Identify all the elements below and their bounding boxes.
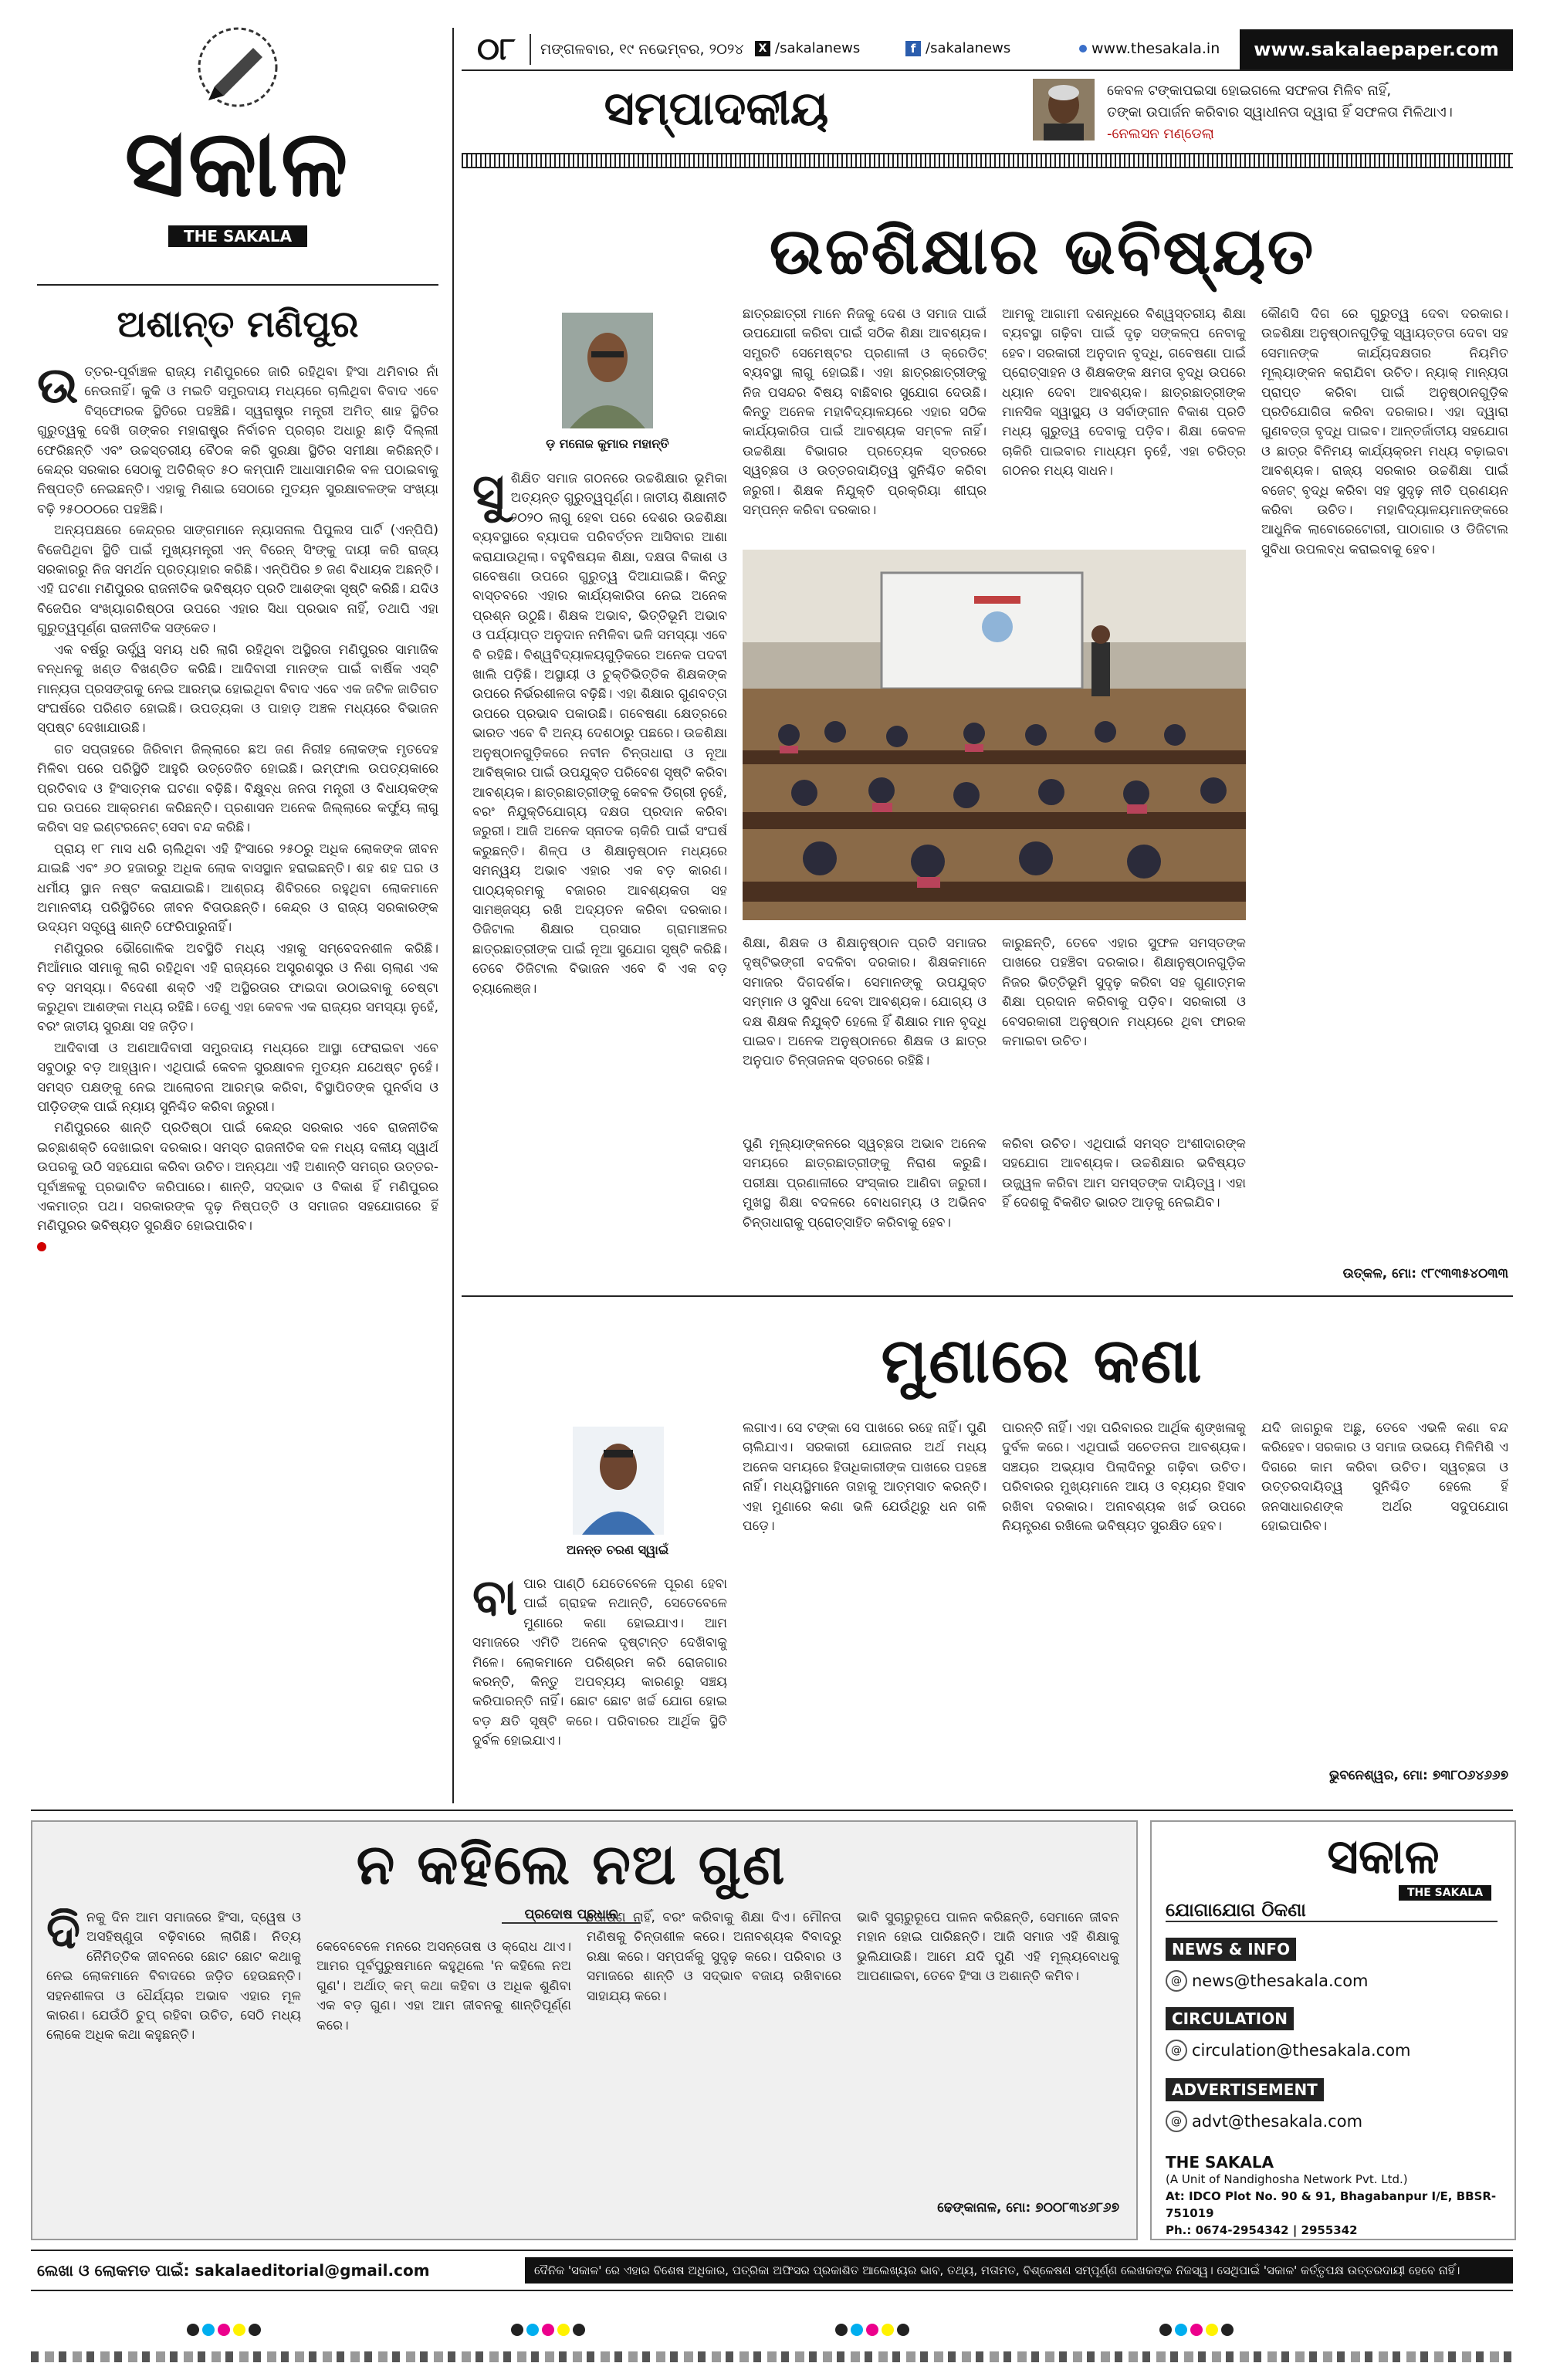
article3-dropcap: ଦି [46,1908,81,1960]
article3-footer: ଢେଙ୍କାନାଳ, ମୋ: ୭୦୦୮୩୪୬୮୬୭ [937,2200,1119,2216]
page-number: ୦୮ [477,32,516,67]
masthead [37,25,438,272]
article1-footer: ଉତ୍କଳ, ମୋ: ୯୮୯୩୩୫୪୦୩୩ [1342,1266,1508,1281]
editorial-body [37,363,438,1860]
quote-line-1: କେବଳ ଟଙ୍କାପଇସା ହୋଇଗଲେ ସଫଳତା ମିଳିବ ନାହିଁ, [1107,83,1392,99]
quote-portrait [1033,79,1095,140]
section-banner [462,74,1513,148]
registration-marks [185,2316,1420,2347]
article1-author: ଡ଼ ମନୋଜ କୁମାର ମହାନ୍ତି [546,436,669,451]
article1-bottom-col-1: ଶିକ୍ଷା, ଶିକ୍ଷକ ଓ ଶିକ୍ଷାନୁଷ୍ଠାନ ପ୍ରତି ସମାଜର ଦୃଷ୍ଟିଭଙ୍ଗୀ ବଦଳିବା ଦରକାର। ଶିକ୍ଷକମାନେ ସମାଜର ଦିଗଦର୍ଶକ। ସେମାନଙ୍କୁ ଉପଯୁକ୍ତ ସମ୍ମାନ ଓ ସୁବିଧା ଦେବା ଆବଶ୍ୟକ। ଯୋଗ୍ୟ ଓ ଦକ୍ଷ ଶିକ୍ଷକ ନିଯୁକ୍ତି ହେଲେ ହିଁ ଶିକ୍ଷାର ମାନ ବୃଦ୍ଧି ପାଇବ। ଅନେକ ଅନୁଷ୍ଠାନରେ ଶିକ୍ଷକ ଓ ଛାତ୍ର ଅନୁପାତ ଚିନ୍ତାଜନକ ସ୍ତରରେ ରହିଛି। [743,936,987,1069]
org-line-3: Ph.: 0674-2954342 | 2955342 [1166,2223,1358,2237]
article1-classroom-photo [743,550,1246,920]
article2-title: ମୁଣାରେ କଣା [881,1324,1203,1397]
masthead-logo-en: THE SAKALA [168,225,307,247]
editorial-paragraph: ଏକ ବର୍ଷରୁ ଊର୍ଦ୍ଧ୍ୱ ସମୟ ଧରି ଲାଗି ରହିଥିବା ଅସ୍ଥିରତା ମଣିପୁରର ସାମାଜିକ ବନ୍ଧନକୁ ଖଣ୍ଡ ବିଖଣ୍ଡିତ କରିଛି। ଆଦିବାସୀ ମାନଙ୍କ ପାଇଁ ବାର୍ଷିକ ଏସ୍‌ଟି ମାନ୍ୟତା ପ୍ରସଙ୍ଗକୁ ନେଇ ଆରମ୍ଭ ହୋଇଥିବା ବିବାଦ ଏବେ ଏକ ଜଟିଳ ଜାତିଗତ ସଂଘର୍ଷରେ ପରିଣତ ହୋଇଛି। ଉପତ୍ୟକା ଓ ପାହାଡ଼ ଅଞ୍ଚଳ ମଧ୍ୟରେ ବିଭାଜନ ସ୍ପଷ୍ଟ ଦେଖାଯାଉଛି। [37,642,438,736]
editorial-paragraph: ଆଦିବାସୀ ଓ ଅଣଆଦିବାସୀ ସମ୍ପ୍ରଦାୟ ମଧ୍ୟରେ ଆସ୍ଥା ଫେରାଇବା ଏବେ ସବୁଠାରୁ ବଡ଼ ଆହ୍ୱାନ। ଏଥିପାଇଁ କେବଳ ସୁରକ୍ଷାବଳ ମୁତୟନ ଯଥେଷ୍ଟ ନୁହେଁ। ସମସ୍ତ ପକ୍ଷଙ୍କୁ ନେଇ ଆଲୋଚନା ଆରମ୍ଭ କରିବା, ବିସ୍ଥାପିତଙ୍କ ପୁନର୍ବାସ ଓ ପୀଡ଼ିତଙ୍କ ପାଇଁ ନ୍ୟାୟ ସୁନିଶ୍ଚିତ କରିବା ଜରୁରୀ। [37,1040,438,1116]
section-title: ସମ୍ପାଦକୀୟ [604,82,829,136]
article1-bottom-col-2: କାରୁଛନ୍ତି, ତେବେ ଏହାର ସୁଫଳ ସମସ୍ତଙ୍କ ପାଖରେ ପହଞ୍ଚିବା ଦରକାର। ଶିକ୍ଷାନୁଷ୍ଠାନଗୁଡ଼ିକ ନିଜର ଭିତ୍ତିଭୂମି ସୁଦୃଢ଼ କରିବା ସହ ଗୁଣାତ୍ମକ ଶିକ୍ଷା ପ୍ରଦାନ କରିବାକୁ ପଡ଼ିବ। ସରକାରୀ ଓ ବେସରକାରୀ ଅନୁଷ୍ଠାନ ମଧ୍ୟରେ ଥିବା ଫାରକ କମାଇବା ଉଚିତ। [1002,936,1246,1050]
circulation-label: CIRCULATION [1166,2007,1294,2030]
article2-author-photo [573,1427,664,1535]
quote-line-2: ତଙ୍କା ଉପାର୍ଜନ କରିବାର ସ୍ୱାଧୀନତା ଦ୍ୱାରା ହିଁ ସଫଳତା ମିଳିଥାଏ। [1107,104,1453,120]
news-label: NEWS & INFO [1166,1938,1296,1961]
editorial-dropcap: ଉ [37,363,79,415]
circulation-email-link[interactable]: @ circulation@thesakala.com [1166,2040,1411,2061]
pen-icon [191,25,284,110]
end-dot [37,1242,46,1251]
advertisement-email-link[interactable]: @ advt@thesakala.com [1166,2111,1362,2132]
org-line-1: (A Unit of Nandighosha Network Pvt. Ltd.) [1166,2172,1408,2186]
x-icon: X [755,41,770,56]
epaper-link[interactable]: www.sakalaepaper.com [1240,29,1513,69]
news-email-link[interactable]: @ news@thesakala.com [1166,1970,1369,1992]
article3-col-2: କେବେବେଳେ ମନରେ ଅସନ୍ତୋଷ ଓ କ୍ରୋଧ ଥାଏ। ଆମର ପୂର୍ବପୁରୁଷମାନେ କହୁଥିଲେ 'ନ କହିଲେ ନଅ ଗୁଣ'। ଅର୍ଥାତ୍ କମ୍ କଥା କହିବା ଓ ଅଧିକ ଶୁଣିବା ଏକ ବଡ଼ ଗୁଣ। ଏହା ଆମ ଜୀବନକୁ ଶାନ୍ତିପୂର୍ଣ୍ଣ କରେ। [316,1939,571,2033]
date-line: ମଙ୍ଗଳବାର, ୧୯ ନଭେମ୍ବର, ୨୦୨୪ [540,41,744,58]
top-header-strip [462,29,1513,69]
facebook-icon: f [905,41,921,56]
article1-col-4: କୌଣସି ଦିଗ ରେ ଗୁରୁତ୍ୱ ଦେବା ଦରକାର। ଉଚ୍ଚଶିକ୍ଷା ଅନୁଷ୍ଠାନଗୁଡ଼ିକୁ ସ୍ୱାୟତ୍ତତା ଦେବା ସହ ସେମାନଙ୍କ କାର୍ଯ୍ୟଦକ୍ଷତାର ନିୟମିତ ମୂଲ୍ୟାଙ୍କନ କରାଯିବା ଉଚିତ। ନ୍ୟାକ୍ ମାନ୍ୟତା ପ୍ରାପ୍ତ କରିବା ପାଇଁ ଅନୁଷ୍ଠାନଗୁଡ଼ିକ ପ୍ରତିଯୋଗିତା କରିବା ଦରକାର। ଏହା ଦ୍ୱାରା ଗୁଣବତ୍ତା ବୃଦ୍ଧି ପାଇବ। ଆନ୍ତର୍ଜାତୀୟ ସହଯୋଗ ଓ ଛାତ୍ର ବିନିମୟ କାର୍ଯ୍ୟକ୍ରମ ମଧ୍ୟ ବଢ଼ାଇବା ଆବଶ୍ୟକ। ରାଜ୍ୟ ସରକାର ଉଚ୍ଚଶିକ୍ଷା ପାଇଁ ବଜେଟ୍ ବୃଦ୍ଧି କରିବା ସହ ସୁଦୃଢ଼ ନୀତି ପ୍ରଣୟନ କରିବା ଉଚିତ। ମହାବିଦ୍ୟାଳୟମାନଙ୍କରେ ଆଧୁନିକ ଲାବୋରେଟୋରୀ, ପାଠାଗାର ଓ ଡିଜିଟାଲ ସୁବିଧା ଉପଲବ୍ଧ କରାଇବାକୁ ହେବ। [1261,306,1508,557]
tick-rule [462,153,1513,168]
article1-bottom-col-3: ପୁଣି ମୂଲ୍ୟାଙ୍କନରେ ସ୍ୱଚ୍ଛତା ଅଭାବ ଅନେକ ସମୟରେ ଛାତ୍ରଛାତ୍ରୀଙ୍କୁ ନିରାଶ କରୁଛି। ପରୀକ୍ଷା ପ୍ରଣାଳୀରେ ସଂସ୍କାର ଆଣିବା ଜରୁରୀ। ମୁଖସ୍ଥ ଶିକ୍ଷା ବଦଳରେ ବୋଧଗମ୍ୟ ଓ ଅଭିନବ ଚିନ୍ତାଧାରାକୁ ପ୍ରୋତ୍ସାହିତ କରିବାକୁ ହେବ। [743,1136,987,1231]
footer-left: ଲେଖା ଓ ଲୋକମତ ପାଇଁ: sakalaeditorial@gmail.com [37,2261,430,2280]
article3-title: ନ କହିଲେ ନଅ ଗୁଣ [356,1831,787,1897]
article3-col-4: ଭାବି ସୁଚାରୁରୂପେ ପାଳନ କରିଛନ୍ତି, ସେମାନେ ଜୀବନ ମହାନ ହୋଇ ପାରିଛନ୍ତି। ଆଜି ସମାଜ ଏହି ଶିକ୍ଷାକୁ ଭୁଲିଯାଉଛି। ଆମେ ଯଦି ପୁଣି ଏହି ମୂଲ୍ୟବୋଧକୁ ଆପଣାଇବା, ତେବେ ହିଂସା ଓ ଅଶାନ୍ତି କମିବ। [857,1910,1119,1985]
email-icon: @ [1166,2111,1187,2132]
article2-col-2: ଲଗାଏ। ସେ ଟଙ୍କା ସେ ପାଖରେ ରହେ ନାହିଁ। ପୁଣି ଚାଲିଯାଏ। ସରକାରୀ ଯୋଜନାର ଅର୍ଥ ମଧ୍ୟ ଅନେକ ସମୟରେ ହିତାଧିକାରୀଙ୍କ ପାଖରେ ପହଞ୍ଚେ ନାହିଁ। ମଧ୍ୟସ୍ଥିମାନେ ତାହାକୁ ଆତ୍ମସାତ କରନ୍ତି। ଏହା ମୁଣାରେ କଣା ଭଳି ଯେଉଁଥିରୁ ଧନ ଗଳି ପଡ଼େ। [743,1420,987,1535]
article2-footer: ଭୁବନେଶ୍ୱର, ମୋ: ୭୩୮୦୬୪୬୬୭ [1328,1768,1508,1783]
org-name: THE SAKALA [1166,2153,1274,2172]
crop-bar [31,2351,1513,2362]
contact-heading: ଯୋଗାଯୋଗ ଠିକଣା [1166,1899,1498,1922]
editorial-paragraph: ଅନ୍ୟପକ୍ଷରେ କେନ୍ଦ୍ରର ସାଙ୍ଗମାନେ ନ୍ୟାସନାଲ ପିପୁଲସ ପାର୍ଟି (ଏନ୍‌ପିପି) ବିଜେପିଥିବା ସ୍ଥିତି ପାଇଁ ମୁଖ୍ୟମନ୍ତ୍ରୀ ଏନ୍ ବିରେନ୍ ସିଂଙ୍କୁ ଦାୟୀ କରି ରାଜ୍ୟ ସରକାରରୁ ନିଜ ସମର୍ଥନ ପ୍ରତ୍ୟାହାର କରିଛି। ଏନ୍‌ପିପିର ୭ ଜଣ ବିଧାୟକ ଅଛନ୍ତି। ଏହି ଘଟଣା ମଣିପୁରର ରାଜନୀତିକ ଭବିଷ୍ୟତ ପ୍ରତି ଆଶଙ୍କା ସୃଷ୍ଟି କରିଛି। ଯଦିଓ ବିଜେପିର ସଂଖ୍ୟାଗରିଷ୍ଠତା ଉପରେ ଏହାର ସିଧା ପ୍ରଭାବ ନାହିଁ, ତଥାପି ଏହା ଗୁରୁତ୍ୱପୂର୍ଣ୍ଣ ରାଜନୀତିକ ସଙ୍କେତ। [37,523,438,637]
advertisement-label: ADVERTISEMENT [1166,2078,1324,2101]
article2-dropcap: ବା [472,1575,518,1627]
article1-title: ଉଚ୍ଚଶିକ୍ଷାର ଭବିଷ୍ୟତ [769,212,1315,289]
editorial-paragraph: ତ୍ତର-ପୂର୍ବାଞ୍ଚଳ ରାଜ୍ୟ ମଣିପୁରରେ ଜାରି ରହିଥିବା ହିଂସା ଥମିବାର ନାଁ ନେଉନାହିଁ। କୁକି ଓ ମଇତି ସମ୍ପ୍ରଦାୟ ମଧ୍ୟରେ ଚାଲିଥିବା ବିବାଦ ଏବେ ବିସ୍ଫୋରକ ସ୍ଥିତିରେ ପହଞ୍ଚିଛି। ସ୍ୱରାଷ୍ଟ୍ର ମନ୍ତ୍ରୀ ଅମିତ୍ ଶାହ ସ୍ଥିତିର ଗୁରୁତ୍ୱକୁ ଦେଖି ତାଙ୍କର ମହାରାଷ୍ଟ୍ର ନିର୍ବାଚନ ପ୍ରଚାର ଅଧାରୁ ଛାଡ଼ି ଦିଲ୍ଲୀ ଫେରିଛନ୍ତି ଏବଂ ଉଚ୍ଚସ୍ତରୀୟ ବୈଠକ କରି ସୁରକ୍ଷା ସ୍ଥିତିର ସମୀକ୍ଷା କରିଛନ୍ତି। କେନ୍ଦ୍ର ସରକାର ସେଠାକୁ ଅତିରିକ୍ତ ୫୦ କମ୍ପାନି ଆଧାସାମରିକ ବଳ ପଠାଇବାକୁ ନିଷ୍ପତ୍ତି ନେଇଛନ୍ତି। ଏହାକୁ ମିଶାଇ ସେଠାରେ ମୁତୟନ ସୁରକ୍ଷାବଳଙ୍କ ସଂଖ୍ୟା ବଢ଼ି ୨୫୦୦୦ରେ ପହଞ୍ଚିଛି। [37,364,438,517]
contact-logo-en: THE SAKALA [1399,1885,1491,1901]
article3-col-3: ପୋଷଣ ନାହିଁ, ବରଂ କରିବାକୁ ଶିକ୍ଷା ଦିଏ। ମୌନତା ମଣିଷକୁ ଚିନ୍ତାଶୀଳ କରେ। ଅନାବଶ୍ୟକ ବିବାଦରୁ ରକ୍ଷା କରେ। ସମ୍ପର୍କକୁ ସୁଦୃଢ଼ କରେ। ପରିବାର ଓ ସମାଜରେ ଶାନ୍ତି ଓ ସଦ୍‌ଭାବ ବଜାୟ ରଖିବାରେ ସାହାଯ୍ୟ କରେ। [587,1910,841,2004]
email-icon: @ [1166,2040,1187,2061]
masthead-logo: ସକାଳ [124,109,351,218]
editorial-paragraph: ମଣିପୁରରେ ଶାନ୍ତି ପ୍ରତିଷ୍ଠା ପାଇଁ କେନ୍ଦ୍ର ସରକାର ଏବେ ରାଜନୀତିକ ଇଚ୍ଛାଶକ୍ତି ଦେଖାଇବା ଦରକାର। ସମସ୍ତ ରାଜନୀତିକ ଦଳ ମଧ୍ୟ ଦଳୀୟ ସ୍ୱାର୍ଥ ଉପରକୁ ଉଠି ସହଯୋଗ କରିବା ଉଚିତ। ଅନ୍ୟଥା ଏହି ଅଶାନ୍ତି ସମଗ୍ର ଉତ୍ତର-ପୂର୍ବାଞ୍ଚଳକୁ ପ୍ରଭାବିତ କରିପାରେ। ଶାନ୍ତି, ସଦ୍‌ଭାବ ଓ ବିକାଶ ହିଁ ମଣିପୁରର ଏକମାତ୍ର ପଥ। ସରକାରଙ୍କ ଦୃଢ଼ ନିଷ୍ପତ୍ତି ଓ ସମାଜର ସହଯୋଗରେ ହିଁ ମଣିପୁରର ଭବିଷ୍ୟତ ସୁରକ୍ଷିତ ହୋଇପାରିବ। [37,1120,438,1234]
article2-author: ଅନନ୍ତ ଚରଣ ସ୍ୱାଇଁ [566,1542,669,1557]
quote-author: -ନେଲସନ ମଣ୍ଡେଲା [1107,126,1214,142]
editorial-paragraph: ମଣିପୁରର ଭୌଗୋଳିକ ଅବସ୍ଥିତି ମଧ୍ୟ ଏହାକୁ ସମ୍ବେଦନଶୀଳ କରିଛି। ମିଆଁମାର ସୀମାକୁ ଲାଗି ରହିଥିବା ଏହି ରାଜ୍ୟରେ ଅସ୍ତ୍ରଶସ୍ତ୍ର ଓ ନିଶା ଚାଲାଣ ଏକ ବଡ଼ ସମସ୍ୟା। ବିଦେଶୀ ଶକ୍ତି ଏହି ଅସ୍ଥିରତାର ଫାଇଦା ଉଠାଇବାକୁ ଚେଷ୍ଟା କରୁଥିବା ଆଶଙ୍କା ମଧ୍ୟ ରହିଛି। ତେଣୁ ଏହା କେବଳ ଏକ ରାଜ୍ୟର ସମସ୍ୟା ନୁହେଁ, ବରଂ ଜାତୀୟ ସୁରକ୍ଷା ସହ ଜଡ଼ିତ। [37,940,438,1035]
x-social-link[interactable]: X /sakalanews [755,40,860,56]
article2-col-4: ଯଦି ଜାଗରୁକ ଅଛୁ, ତେବେ ଏଭଳି କଣା ବନ୍ଦ କରିହେବ। ସରକାର ଓ ସମାଜ ଉଭୟେ ମିଳିମିଶି ଏ ଦିଗରେ କାମ କରିବା ଉଚିତ। ସ୍ୱଚ୍ଛତା ଓ ଉତ୍ତରଦାୟିତ୍ୱ ସୁନିଶ୍ଚିତ ହେଲେ ହିଁ ଜନସାଧାରଣଙ୍କ ଅର୍ଥର ସଦୁପଯୋଗ ହୋଇପାରିବ। [1261,1420,1508,1535]
facebook-social-link[interactable]: f /sakalanews [905,40,1010,56]
article1-author-photo [562,313,653,428]
contact-logo: ସକାଳ [1327,1828,1440,1884]
contact-box [1150,1820,1516,2240]
article3-author: ପ୍ରଦୋଷ ପ୍ରଧାନ [502,1907,641,1924]
article1-col-1: ସୁ ଶିକ୍ଷିତ ସମାଜ ଗଠନରେ ଉଚ୍ଚଶିକ୍ଷାର ଭୂମିକା ଅତ୍ୟନ୍ତ ଗୁରୁତ୍ୱପୂର୍ଣ୍ଣ। ଜାତୀୟ ଶିକ୍ଷାନୀତି ୨୦୨୦ ଲାଗୁ ହେବା ପରେ ଦେଶର ଉଚ୍ଚଶିକ୍ଷା ବ୍ୟବସ୍ଥାରେ ବ୍ୟାପକ ପରିବର୍ତ୍ତନ ଆସିବାର ଆଶା କରାଯାଉଥିଲା। ବହୁବିଷୟକ ଶିକ୍ଷା, ଦକ୍ଷତା ବିକାଶ ଓ ଗବେଷଣା ଉପରେ ଗୁରୁତ୍ୱ ଦିଆଯାଇଛି। କିନ୍ତୁ ବାସ୍ତବରେ ଏହାର କାର୍ଯ୍ୟକାରିତା ନେଇ ଅନେକ ପ୍ରଶ୍ନ ଉଠୁଛି। ଶିକ୍ଷକ ଅଭାବ, ଭିତ୍ତିଭୂମି ଅଭାବ ଓ ପର୍ଯ୍ୟାପ୍ତ ଅନୁଦାନ ନମିଳିବା ଭଳି ସମସ୍ୟା ଏବେ ବି ରହିଛି। ବିଶ୍ୱବିଦ୍ୟାଳୟଗୁଡ଼ିକରେ ଅନେକ ପଦବୀ ଖାଲି ପଡ଼ିଛି। ଅସ୍ଥାୟୀ ଓ ଚୁକ୍ତିଭିତ୍ତିକ ଶିକ୍ଷକଙ୍କ ଉପରେ ନିର୍ଭରଶୀଳତା ବଢ଼ିଛି। ଏହା ଶିକ୍ଷାର ଗୁଣବତ୍ତା ଉପରେ ପ୍ରଭାବ ପକାଉଛି। ଗବେଷଣା କ୍ଷେତ୍ରରେ ଭାରତ ଏବେ ବି ଅନ୍ୟ ଦେଶଠାରୁ ପଛରେ। ଉଚ୍ଚଶିକ୍ଷା ଅନୁଷ୍ଠାନଗୁଡ଼ିକରେ ନବୀନ ଚିନ୍ତାଧାରା ଓ ନୂଆ ଆବିଷ୍କାର ପାଇଁ ଉପଯୁକ୍ତ ପରିବେଶ ସୃଷ୍ଟି କରିବା ଆବଶ୍ୟକ। ଛାତ୍ରଛାତ୍ରୀଙ୍କୁ କେବଳ ଡିଗ୍ରୀ ନୁହେଁ, ବରଂ ନିଯୁକ୍ତିଯୋଗ୍ୟ ଦକ୍ଷତା ପ୍ରଦାନ କରିବା ଜରୁରୀ। ଆଜି ଅନେକ ସ୍ନାତକ ଚାକିରି ପାଇଁ ସଂଘର୍ଷ କରୁଛନ୍ତି। ଶିଳ୍ପ ଓ ଶିକ୍ଷାନୁଷ୍ଠାନ ମଧ୍ୟରେ ସମନ୍ୱୟ ଅଭାବ ଏହାର ଏକ ବଡ଼ କାରଣ। ପାଠ୍ୟକ୍ରମକୁ ବଜାରର ଆବଶ୍ୟକତା ସହ ସାମଞ୍ଜସ୍ୟ ରଖି ଅଦ୍ୟତନ କରିବା ଦରକାର। ଡିଜିଟାଲ ଶିକ୍ଷାର ପ୍ରସାର ଗ୍ରାମାଞ୍ଚଳର ଛାତ୍ରଛାତ୍ରୀଙ୍କ ପାଇଁ ନୂଆ ସୁଯୋଗ ସୃଷ୍ଟି କରିଛି। ତେବେ ଡିଜିଟାଲ ବିଭାଜନ ଏବେ ବି ଏକ ବଡ଼ ଚ୍ୟାଲେଞ୍ଜ। [472,469,727,997]
email-icon: @ [1166,1970,1187,1992]
article2-col-3: ପାରନ୍ତି ନାହିଁ। ଏହା ପରିବାରର ଆର୍ଥିକ ଶୃଙ୍ଖଳାକୁ ଦୁର୍ବଳ କରେ। ଏଥିପାଇଁ ସଚେତନତା ଆବଶ୍ୟକ। ସଞ୍ଚୟର ଅଭ୍ୟାସ ପିଲାଦିନରୁ ଗଢ଼ିବା ଉଚିତ। ପରିବାରର ମୁଖ୍ୟମାନେ ଆୟ ଓ ବ୍ୟୟର ହିସାବ ରଖିବା ଦରକାର। ଅନାବଶ୍ୟକ ଖର୍ଚ୍ଚ ଉପରେ ନିୟନ୍ତ୍ରଣ ରଖିଲେ ଭବିଷ୍ୟତ ସୁରକ୍ଷିତ ହେବ। [1002,1420,1246,1535]
footer-right: ଦୈନିକ 'ସକାଳ' ରେ ଏହାର ବିଶେଷ ଅଧିକାର, ପତ୍ରିକା ଅଫିସର ପ୍ରକାଶିତ ଆଲେଖ୍ୟର ଭାବ, ତଥ୍ୟ, ମତାମତ, ବିଶ୍ଳେଷଣ ସମ୍ପୂର୍ଣ୍ଣ ଲେଖକଙ୍କ ନିଜସ୍ୱ। ସେଥିପାଇଁ 'ସକାଳ' କର୍ତ୍ତୃପକ୍ଷ ଉତ୍ତରଦାୟୀ ହେବେ ନାହିଁ। [525,2257,1513,2284]
article1-bottom-col-4: କରିବା ଉଚିତ। ଏଥିପାଇଁ ସମସ୍ତ ଅଂଶୀଦାରଙ୍କ ସହଯୋଗ ଆବଶ୍ୟକ। ଉଚ୍ଚଶିକ୍ଷାର ଭବିଷ୍ୟତ ଉଜ୍ଜ୍ୱଳ କରିବା ଆମ ସମସ୍ତଙ୍କ ଦାୟିତ୍ୱ। ଏହା ହିଁ ଦେଶକୁ ବିକଶିତ ଭାରତ ଆଡ଼କୁ ନେଇଯିବ। [1002,1136,1246,1211]
article2-col-1: ବା ପାର ପାଣ୍ଠି ଯେତେବେଳେ ପୂରଣ ହେବା ପାଇଁ ଗ୍ରାହକ ନଥାନ୍ତି, ସେତେବେଳେ ମୁଣାରେ କଣା ହୋଇଯାଏ। ଆମ ସମାଜରେ ଏମିତି ଅନେକ ଦୃଷ୍ଟାନ୍ତ ଦେଖିବାକୁ ମିଳେ। ଲୋକମାନେ ପରିଶ୍ରମ କରି ରୋଜଗାର କରନ୍ତି, କିନ୍ତୁ ଅପବ୍ୟୟ କାରଣରୁ ସଞ୍ଚୟ କରିପାରନ୍ତି ନାହିଁ। ଛୋଟ ଛୋଟ ଖର୍ଚ୍ଚ ଯୋଗ ହୋଇ ବଡ଼ କ୍ଷତି ସୃଷ୍ଟି କରେ। ପରିବାରର ଆର୍ଥିକ ସ୍ଥିତି ଦୁର୍ବଳ ହୋଇଯାଏ। [472,1575,727,1749]
globe-icon [1079,45,1087,52]
org-line-2: At: IDCO Plot No. 90 & 91, Bhagabanpur I/E, BBSR-751019 [1166,2189,1497,2220]
article1-col-3: ଆମକୁ ଆଗାମୀ ଦଶନ୍ଧିରେ ବିଶ୍ୱସ୍ତରୀୟ ଶିକ୍ଷା ବ୍ୟବସ୍ଥା ଗଢ଼ିବା ପାଇଁ ଦୃଢ଼ ସଙ୍କଳ୍ପ ନେବାକୁ ହେବ। ସରକାରୀ ଅନୁଦାନ ବୃଦ୍ଧି, ଗବେଷଣା ପାଇଁ ପ୍ରୋତ୍ସାହନ ଓ ଶିକ୍ଷକଙ୍କ କ୍ଷମତା ବୃଦ୍ଧି ଉପରେ ଧ୍ୟାନ ଦେବା ଆବଶ୍ୟକ। ଛାତ୍ରଛାତ୍ରୀଙ୍କ ମାନସିକ ସ୍ୱାସ୍ଥ୍ୟ ଓ ସର୍ବାଙ୍ଗୀନ ବିକାଶ ପ୍ରତି ମଧ୍ୟ ଗୁରୁତ୍ୱ ଦେବାକୁ ପଡ଼ିବ। ଶିକ୍ଷା କେବଳ ଚାକିରି ପାଇବାର ମାଧ୍ୟମ ନୁହେଁ, ଏହା ଚରିତ୍ର ଗଠନର ମଧ୍ୟ ସାଧନ। [1002,306,1246,479]
website-link[interactable]: www.thesakala.in [1079,40,1220,57]
article3-col-1: ଦି ନକୁ ଦିନ ଆମ ସମାଜରେ ହିଂସା, ଦ୍ୱେଷ ଓ ଅସହିଷ୍ଣୁତା ବଢ଼ିବାରେ ଲାଗିଛି। ନିତ୍ୟ ନୈମିତ୍ତିକ ଜୀବନରେ ଛୋଟ ଛୋଟ କଥାକୁ ନେଇ ଲୋକମାନେ ବିବାଦରେ ଜଡ଼ିତ ହେଉଛନ୍ତି। ସହନଶୀଳତା ଓ ଧୈର୍ଯ୍ୟର ଅଭାବ ଏହାର ମୂଳ କାରଣ। ଯେଉଁଠି ଚୁପ୍ ରହିବା ଉଚିତ, ସେଠି ମଧ୍ୟ ଲୋକେ ଅଧିକ କଥା କହୁଛନ୍ତି। [46,1908,301,2043]
editorial-paragraph: ଗତ ସପ୍ତାହରେ ଜିରିବାମ ଜିଲ୍ଲାରେ ଛଅ ଜଣ ନିରୀହ ଲୋକଙ୍କ ମୃତଦେହ ମିଳିବା ପରେ ପରିସ୍ଥିତି ଆହୁରି ଉତ୍ତେଜିତ ହୋଇଛି। ଇମ୍ଫାଲ ଉପତ୍ୟକାରେ ପ୍ରତିବାଦ ଓ ହିଂସାତ୍ମକ ଘଟଣା ବଢ଼ିଛି। ବିକ୍ଷୁବ୍ଧ ଜନତା ମନ୍ତ୍ରୀ ଓ ବିଧାୟକଙ୍କ ଘର ଉପରେ ଆକ୍ରମଣ କରିଛନ୍ତି। ପ୍ରଶାସନ ଅନେକ ଜିଲ୍ଲାରେ କର୍ଫ୍ୟୁ ଲାଗୁ କରିବା ସହ ଇଣ୍ଟରନେଟ୍ ସେବା ବନ୍ଦ କରିଛି। [37,741,438,836]
editorial-title: ଅଶାନ୍ତ ମଣିପୁର [117,303,359,346]
article1-dropcap: ସୁ [472,469,505,521]
editorial-paragraph: ପ୍ରାୟ ୧୮ ମାସ ଧରି ଚାଲିଥିବା ଏହି ହିଂସାରେ ୨୫୦ରୁ ଅଧିକ ଲୋକଙ୍କ ଜୀବନ ଯାଇଛି ଏବଂ ୬୦ ହଜାରରୁ ଅଧିକ ଲୋକ ବାସସ୍ଥାନ ହରାଇଛନ୍ତି। ଶହ ଶହ ଘର ଓ ଧର୍ମୀୟ ସ୍ଥାନ ନଷ୍ଟ କରାଯାଇଛି। ଆଶ୍ରୟ ଶିବିରରେ ରହୁଥିବା ଲୋକମାନେ ଅମାନବୀୟ ପରିସ୍ଥିତିରେ ଜୀବନ ବିତାଉଛନ୍ତି। କେନ୍ଦ୍ର ଓ ରାଜ୍ୟ ସରକାରଙ୍କ ଉଦ୍ୟମ ସତ୍ତ୍ୱେ ଶାନ୍ତି ଫେରିପାରୁନାହିଁ। [37,841,438,936]
article1-col-2: ଛାତ୍ରଛାତ୍ରୀ ମାନେ ନିଜକୁ ଦେଶ ଓ ସମାଜ ପାଇଁ ଉପଯୋଗୀ କରିବା ପାଇଁ ସଠିକ ଶିକ୍ଷା ଆବଶ୍ୟକ। ସମ୍ପ୍ରତି ସେମେଷ୍ଟର ପ୍ରଣାଳୀ ଓ କ୍ରେଡିଟ୍ ବ୍ୟବସ୍ଥା ଲାଗୁ ହୋଇଛି। ଏହା ଛାତ୍ରଛାତ୍ରୀଙ୍କୁ ନିଜ ପସନ୍ଦର ବିଷୟ ବାଛିବାର ସୁଯୋଗ ଦେଉଛି। କିନ୍ତୁ ଅନେକ ମହାବିଦ୍ୟାଳୟରେ ଏହାର ସଠିକ କାର୍ଯ୍ୟକାରିତା ପାଇଁ ଆବଶ୍ୟକ ସମ୍ବଳ ନାହିଁ। ଉଚ୍ଚଶିକ୍ଷା ବିଭାଗର ପ୍ରତ୍ୟେକ ସ୍ତରରେ ସ୍ୱଚ୍ଛତା ଓ ଉତ୍ତରଦାୟିତ୍ୱ ସୁନିଶ୍ଚିତ କରିବା ଜରୁରୀ। ଶିକ୍ଷକ ନିଯୁକ୍ତି ପ୍ରକ୍ରିୟା ଶୀଘ୍ର ସମ୍ପନ୍ନ କରିବା ଦରକାର। [743,306,987,519]
